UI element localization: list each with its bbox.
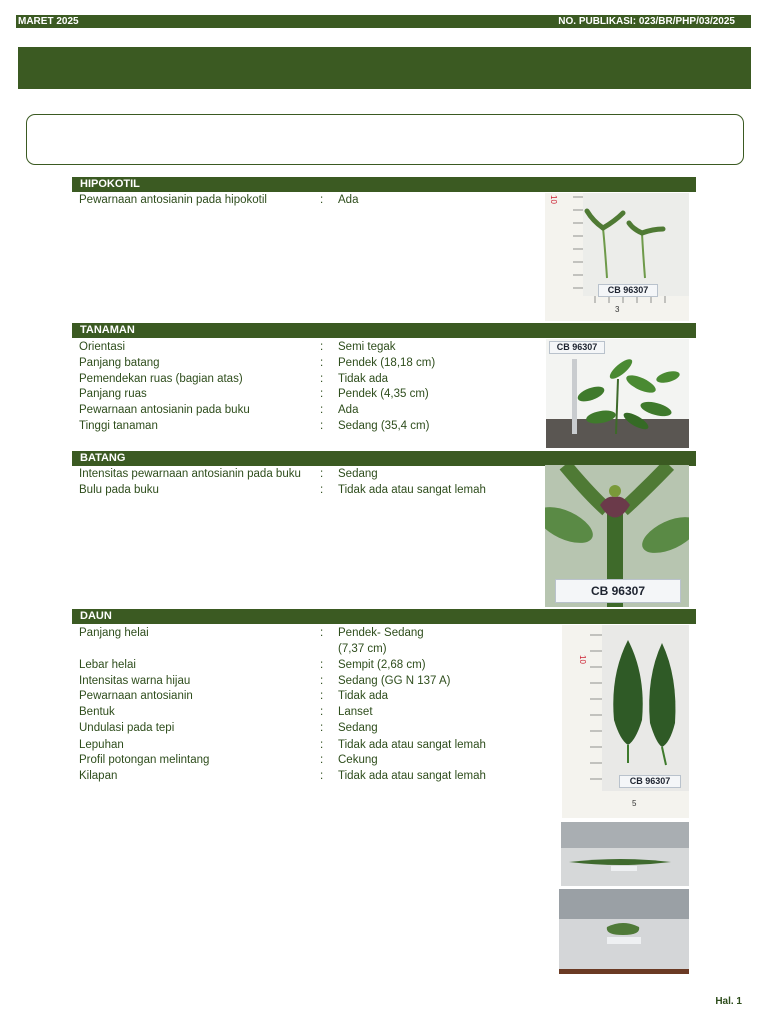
trait-value: Sempit (2,68 cm) [338,659,426,671]
trait-label: Bulu pada buku [79,484,159,496]
trait-label: Undulasi pada tepi [79,722,175,734]
separator: : [320,627,324,639]
page-number: Hal. 1 [715,996,742,1007]
separator: : [320,357,324,369]
trait-value: Ada [338,404,359,416]
separator: : [320,675,324,687]
trait-label: Intensitas pewarnaan antosianin pada buku [79,468,301,480]
separator: : [320,754,324,766]
plant-photo [546,339,689,448]
separator: : [320,706,324,718]
stem-photo [545,465,689,607]
trait-value: Ada [338,194,359,206]
trait-value: Sedang [338,468,378,480]
plant-drawing [546,339,689,448]
title-box [26,114,744,165]
separator: : [320,770,324,782]
publication-header [16,15,751,28]
trait-label: Pewarnaan antosianin pada hipokotil [79,194,267,206]
hypocotyl-photo [545,193,689,321]
trait-value: Tidak ada [338,690,389,702]
ruler-mark: 10 [578,655,587,664]
trait-label: Panjang helai [79,627,149,639]
trait-value: Cekung [338,754,378,766]
trait-value: Pendek (4,35 cm) [338,388,429,400]
trait-label: Kilapan [79,770,118,782]
separator: : [320,341,324,353]
publication-date: MARET 2025 [18,16,79,27]
specimen-label: CB 96307 [555,579,681,603]
leaf-side-drawing [561,822,689,886]
separator: : [320,659,324,671]
separator: : [320,484,324,496]
trait-value: Tidak ada atau sangat lemah [338,484,486,496]
trait-value: Pendek- Sedang [338,627,424,639]
trait-value: Sedang (35,4 cm) [338,420,430,432]
separator: : [320,468,324,480]
leaf-side-photo [561,822,689,886]
section-header-daun: DAUN [72,609,696,624]
trait-value: Tidak ada atau sangat lemah [338,770,486,782]
publication-number: NO. PUBLIKASI: 023/BR/PHP/03/2025 [558,16,735,27]
trait-value: Tidak ada atau sangat lemah [338,739,486,751]
trait-value: Tidak ada [338,373,389,385]
separator: : [320,739,324,751]
trait-value: Lanset [338,706,373,718]
trait-value: Semi tegak [338,341,396,353]
trait-label: Panjang ruas [79,388,147,400]
trait-label: Orientasi [79,341,126,353]
trait-label: Lepuhan [79,739,124,751]
trait-label: Tinggi tanaman [79,420,158,432]
leaf-cross-section-drawing [559,889,689,974]
trait-value: (7,37 cm) [338,643,387,655]
ruler-mark: 3 [615,305,620,314]
specimen-label: CB 96307 [598,284,658,297]
ruler-mark: 10 [549,195,558,204]
trait-label: Pewarnaan antosianin [79,690,193,702]
section-header-batang: BATANG [72,451,696,466]
separator: : [320,194,324,206]
trait-value: Sedang (GG N 137 A) [338,675,451,687]
trait-label: Pewarnaan antosianin pada buku [79,404,250,416]
section-header-hipokotil: HIPOKOTIL [72,177,696,192]
separator: : [320,388,324,400]
trait-label: Profil potongan melintang [79,754,210,766]
trait-label: Intensitas warna hijau [79,675,191,687]
trait-value: Pendek (18,18 cm) [338,357,436,369]
separator: : [320,722,324,734]
ruler-mark: 5 [632,799,637,808]
trait-label: Bentuk [79,706,115,718]
hypocotyl-drawing [545,193,689,321]
specimen-label: CB 96307 [619,775,681,788]
leaf-cross-section-photo [559,889,689,974]
leaf-photo [562,625,689,818]
separator: : [320,404,324,416]
separator: : [320,373,324,385]
trait-label: Panjang batang [79,357,160,369]
leaf-drawing [562,625,689,818]
trait-label: Lebar helai [79,659,136,671]
trait-value: Sedang [338,722,378,734]
separator: : [320,420,324,432]
section-header-tanaman: TANAMAN [72,323,696,338]
trait-label: Pemendekan ruas (bagian atas) [79,373,243,385]
separator: : [320,690,324,702]
title-band [18,47,751,89]
specimen-label: CB 96307 [549,341,605,354]
